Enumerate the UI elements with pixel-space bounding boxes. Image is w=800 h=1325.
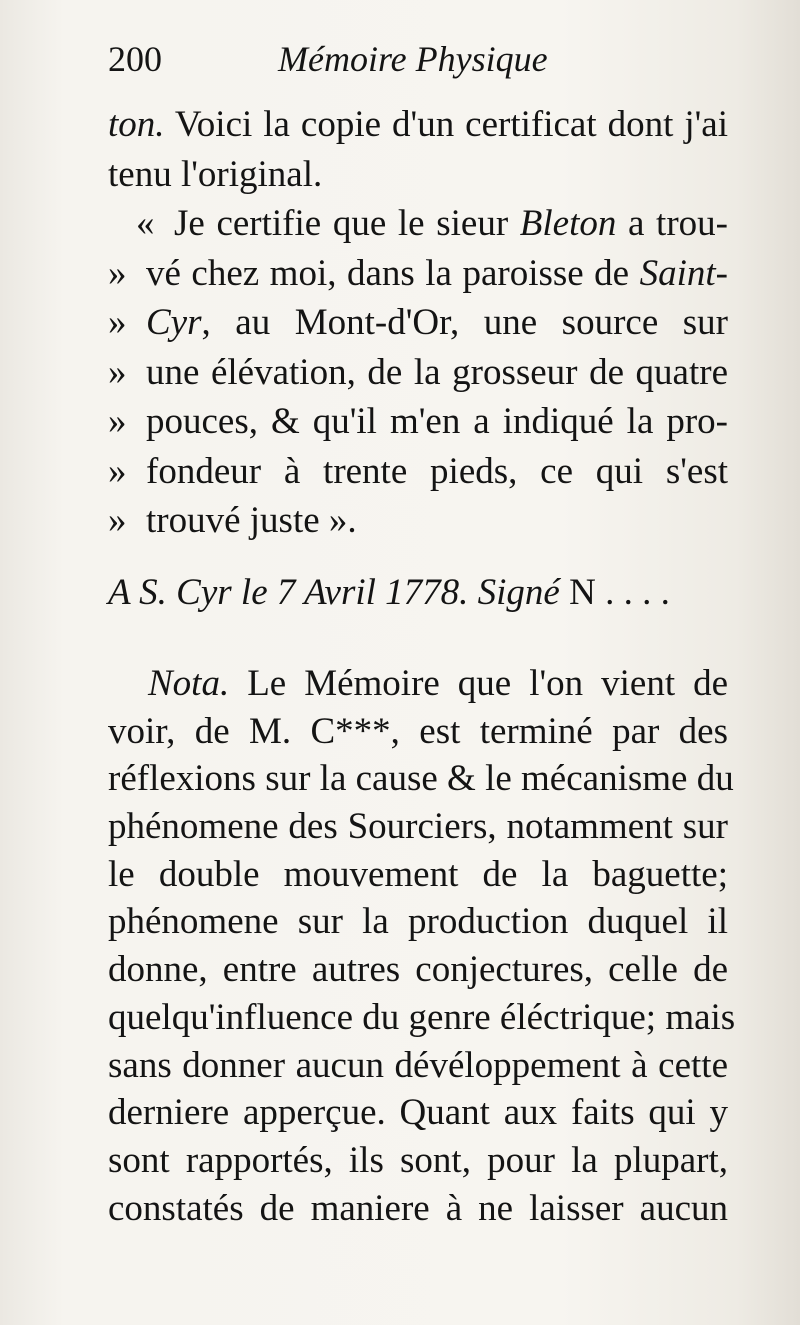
- quote-line: » une élévation, de la grosseur de quatre: [108, 351, 728, 393]
- nota-label: Nota.: [148, 663, 230, 704]
- nota-paragraph: [108, 660, 736, 1232]
- text-body: [108, 100, 728, 546]
- text-line: tenu l'original.: [108, 153, 323, 195]
- text-line: donne, entre autres conjectures, celle de: [108, 949, 728, 991]
- running-title: Mémoire Physique: [278, 39, 548, 79]
- text-line: sans donner aucun dévéloppement à cette: [108, 1044, 728, 1086]
- text-line: voir, de M. C***, est terminé par des: [108, 710, 728, 752]
- signature-line: A S. Cyr le 7 Avril 1778. Signé N . . . .: [108, 572, 670, 613]
- quote-line: » Cyr, au Mont-d'Or, une source sur: [108, 302, 728, 343]
- text-line: ton. Voici la copie d'un certificat dont j'ai: [108, 104, 728, 145]
- text-line: constatés de maniere à ne laisser aucun: [108, 1187, 728, 1229]
- text-line: sont rapportés, ils sont, pour la plupart,: [108, 1139, 728, 1181]
- text-line: quelqu'influence du genre éléctrique; mais: [108, 996, 736, 1038]
- text-line: Nota. Le Mémoire que l'on vient de: [148, 663, 728, 704]
- text-line: phénomene des Sourciers, notamment sur: [108, 806, 728, 848]
- quote-line: « Je certifie que le sieur Bleton a trou-: [136, 203, 728, 244]
- text-line: le double mouvement de la baguette;: [108, 853, 728, 895]
- page-header: [108, 38, 728, 98]
- page-number: 200: [108, 39, 162, 79]
- quote-line: » pouces, & qu'il m'en a indiqué la pro-: [108, 401, 728, 442]
- quote-line: » vé chez moi, dans la paroisse de Saint-: [108, 252, 728, 294]
- text-line: phénomene sur la production duquel il: [108, 901, 728, 943]
- quote-line: » trouvé juste ».: [108, 500, 357, 541]
- text-line: réflexions sur la cause & le mécanisme du: [108, 758, 734, 800]
- text-line: derniere apperçue. Quant aux faits qui y: [108, 1092, 728, 1134]
- quote-line: » fondeur à trente pieds, ce qui s'est: [108, 450, 728, 492]
